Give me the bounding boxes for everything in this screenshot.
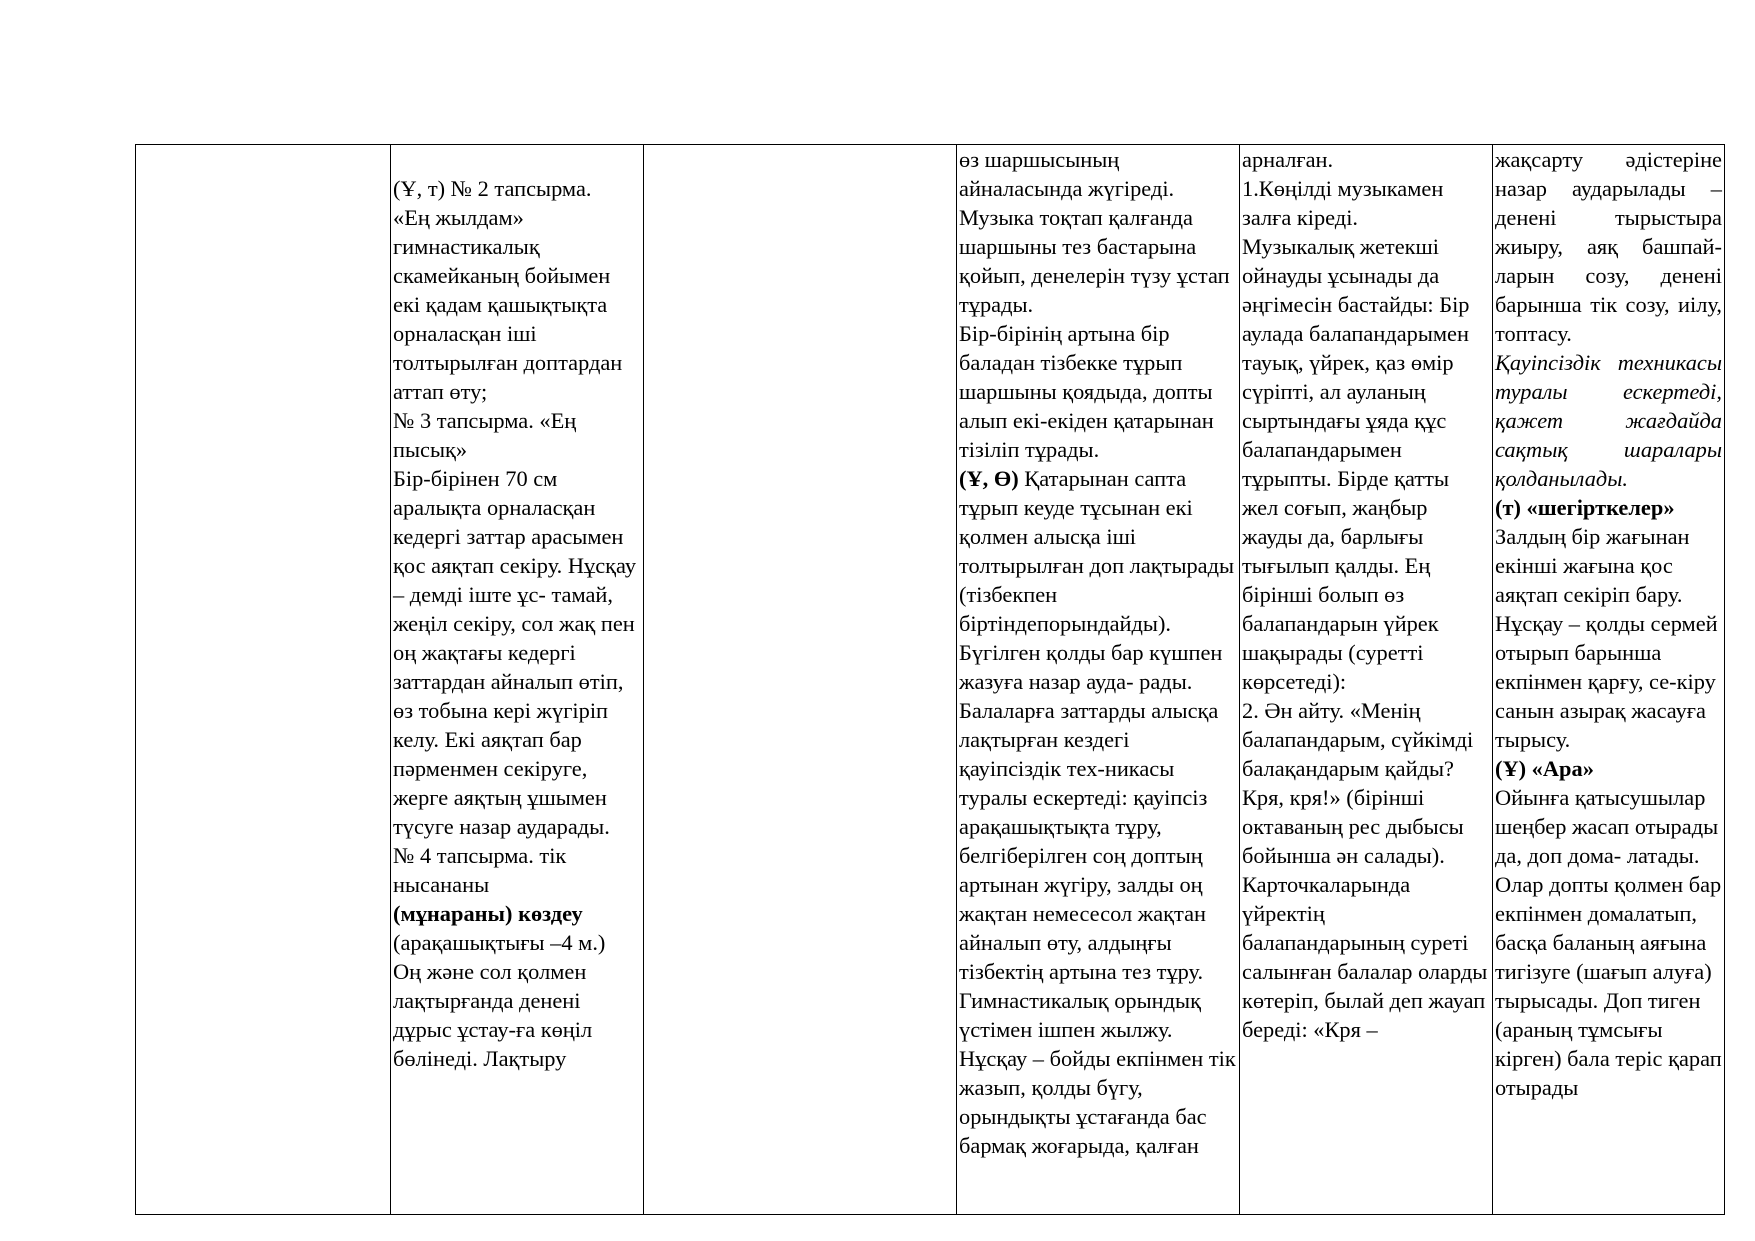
cell-5-paragraph: 1.Көңілді музыкамен залға кіреді.: [1242, 176, 1444, 230]
task-4-distance: (арақашықтығы –4 м.): [393, 930, 606, 955]
game-title-grasshoppers: (т) «шегірткелер»: [1495, 495, 1675, 520]
cell-4-paragraph: [959, 464, 1237, 696]
cell-4-paragraph: өз шаршысының айналасында жүгіреді. Музыка тоқтап қалғанда шаршыны тез бастарына қойып, денелерін түзу ұстап тұрады.: [959, 147, 1230, 317]
table-cell-2: [391, 145, 644, 1215]
table-row: [136, 145, 1725, 1215]
cell-5-paragraph: арналған.: [1242, 147, 1334, 172]
task-4-text: Оң және сол қолмен лақтырғанда денені дұрыс ұстау-ға көңіл бөлінеді. Лақтыру: [393, 959, 593, 1071]
table-cell-6: [1493, 145, 1725, 1215]
content-table: [135, 144, 1725, 1215]
cell-6-paragraph: жақсарту әдістеріне назар аударылады – денені тырыстыра жиыру, аяқ башпай-ларын созу, денені барынша тік созу, иілу, топтасу.: [1495, 147, 1722, 346]
game-title-bee: (Ұ) «Ара»: [1495, 756, 1594, 781]
cell-6-paragraph: Ойынға қатысушылар шеңбер жасап отырады да, доп дома- латады. Олар допты қолмен бар екпінмен домалатып, басқа баланың аяғына тигізуге (шағып алуға) тырысады. Доп тиген (араның тұмсығы кірген) бала теріс қарап отырады: [1495, 785, 1722, 1100]
cell-5-paragraph: Музыкалық жетекші ойнауды ұсынады да әңгімесін бастайды: Бір аулада балапандарымен тауық, үйрек, қаз өмір сүріпті, ал ауланың сыртындағы ұяда құс балапандарымен тұрыпты. Бірде қатты жел соғып, жаңбыр жауды да, барлығы тығылып қалды. Ең бірінші болып өз балапандарын үйрек шақырады (суретті көрсетеді):: [1242, 234, 1470, 694]
cell-6-paragraph: Залдың бір жағынан екінші жағына қос аяқтап секіріп бару. Нұсқау – қолды сермей отырып барынша екпінмен қарғу, се-кіру санын азырақ жасауға тырысу.: [1495, 524, 1718, 752]
task-4-bold-text: (мұнараны) көздеу: [393, 901, 583, 926]
cell-4-paragraph: Бір-бірінің артына бір баладан тізбекке тұрып шаршыны қоядыда, допты алып екі-екіден қатарынан тізіліп тұрады.: [959, 321, 1214, 462]
table-cell-4: [957, 145, 1240, 1215]
table-cell-3: [644, 145, 957, 1215]
safety-note: Қауіпсіздік техникасы туралы ескертеді, қажет жағдайда сақтық шаралары қолданылады.: [1495, 350, 1722, 491]
cell-5-paragraph: 2. Ән айту. «Менің балапандарым, сүйкімді балақандарым қайды? Кря, кря!» (бірінші октаваның рес дыбысы бойынша ән салады). Карточкаларында үйректің балапандарының суреті салынған балалар оларды көтеріп, былай деп жауап береді: «Кря –: [1242, 698, 1488, 1042]
cell-4-text: Қатарынан сапта тұрып кеуде тұсынан екі қолмен алысқа іші толтырылған доп лақтырады (тізбекпен біртіндепорындайды). Бүгілген қолды бар күшпен жазуға назар ауда- рады.: [959, 466, 1235, 694]
table-cell-5: [1240, 145, 1493, 1215]
task-4-title: № 4 тапсырма. тік нысананы: [393, 843, 567, 897]
task-3-text: Бір-бірінен 70 см аралықта орналасқан кедергі заттар арасымен қос аяқтап секіру. Нұсқау – демді іште ұс- тамай, жеңіл секіру, сол жақ пен оң жақтағы кедергі заттардан айналып өтіп, өз тобына кері жүгіріп келу. Екі аяқтап бар пәрменмен секіруге, жерге аяқтың ұшымен түсуге назар аударады.: [393, 466, 637, 839]
group-label: (Ұ, Ө): [959, 466, 1019, 491]
task-2-title: (Ұ, т) № 2 тапсырма.: [393, 176, 592, 201]
cell-4-paragraph: Балаларға заттарды алысқа лақтырған кездегі қауіпсіздік тех-никасы туралы ескертеді: қауіпсіз арақашықтықта тұру, белгіберілген соң доптың артынан жүгіру, залды оң жақтан немесесол жақтан айналып өту, алдыңғы тізбектің артына тез тұру. Гимнастикалық орындық үстімен ішпен жылжу. Нұсқау – бойды екпінмен тік жазып, қолды бүгу, орындықты ұстағанда бас бармақ жоғарыда, қалған: [959, 698, 1236, 1158]
task-3-title: № 3 тапсырма. «Ең пысық»: [393, 408, 577, 462]
task-2-text: «Ең жылдам» гимнастикалық скамейканың бойымен екі қадам қашықтықта орналасқан іші толтырылған доптардан аттап өту;: [393, 205, 623, 404]
table-cell-1: [136, 145, 391, 1215]
spacer: [393, 145, 641, 174]
